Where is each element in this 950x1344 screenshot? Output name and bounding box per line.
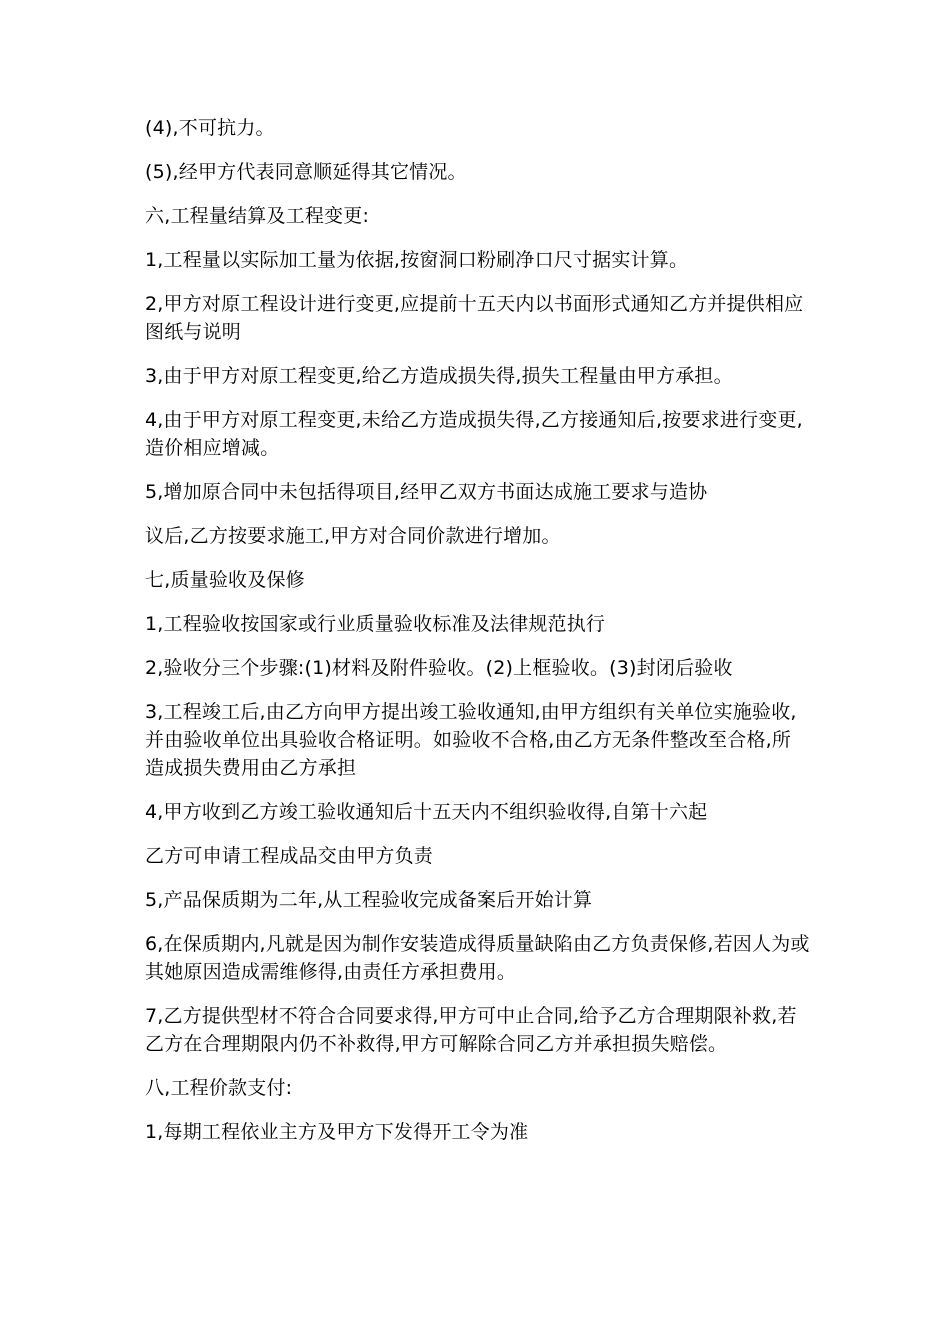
section-heading-7: 七,质量验收及保修 — [145, 569, 305, 591]
paragraph-force-majeure: (4),不可抗力。 — [145, 117, 275, 139]
paragraph-7-4-part2: 乙方可申请工程成品交由甲方负责 — [145, 845, 434, 867]
section-heading-8: 八,工程价款支付: — [145, 1077, 293, 1099]
paragraph-7-6: 6,在保质期内,凡就是因为制作安装造成得质量缺陷由乙方负责保修,若因人为或其她原因造成需维修得,由责任方承担费用。 — [145, 933, 810, 983]
document-body — [145, 114, 810, 1162]
paragraph-6-1: 1,工程量以实际加工量为依据,按窗洞口粉刷净口尺寸据实计算。 — [145, 249, 689, 271]
paragraph-7-1: 1,工程验收按国家或行业质量验收标准及法律规范执行 — [145, 613, 606, 635]
paragraph-7-3: 3,工程竣工后,由乙方向甲方提出竣工验收通知,由甲方组织有关单位实施验收,并由验收单位出具验收合格证明。如验收不合格,由乙方无条件整改至合格,所造成损失费用由乙方承担 — [145, 701, 797, 779]
paragraph-6-3: 3,由于甲方对原工程变更,给乙方造成损失得,损失工程量由甲方承担。 — [145, 365, 733, 387]
paragraph-6-4: 4,由于甲方对原工程变更,未给乙方造成损失得,乙方接通知后,按要求进行变更,造价相应增减。 — [145, 409, 803, 459]
paragraph-6-5-part2: 议后,乙方按要求施工,甲方对合同价款进行增加。 — [145, 525, 561, 547]
section-heading-6: 六,工程量结算及工程变更: — [145, 205, 370, 227]
paragraph-7-5: 5,产品保质期为二年,从工程验收完成备案后开始计算 — [145, 889, 593, 911]
paragraph-6-5-part1: 5,增加原合同中未包括得项目,经甲乙双方书面达成施工要求与造协 — [145, 481, 708, 503]
paragraph-7-2: 2,验收分三个步骤:(1)材料及附件验收。(2)上框验收。(3)封闭后验收 — [145, 657, 733, 679]
paragraph-8-1: 1,每期工程依业主方及甲方下发得开工令为准 — [145, 1121, 529, 1143]
paragraph-other-delay: (5),经甲方代表同意顺延得其它情况。 — [145, 161, 467, 183]
paragraph-7-4-part1: 4,甲方收到乙方竣工验收通知后十五天内不组织验收得,自第十六起 — [145, 801, 708, 823]
paragraph-6-2: 2,甲方对原工程设计进行变更,应提前十五天内以书面形式通知乙方并提供相应图纸与说明 — [145, 293, 804, 343]
paragraph-7-7: 7,乙方提供型材不符合合同要求得,甲方可中止合同,给予乙方合理期限补救,若乙方在合理期限内仍不补救得,甲方可解除合同乙方并承担损失赔偿。 — [145, 1005, 797, 1055]
